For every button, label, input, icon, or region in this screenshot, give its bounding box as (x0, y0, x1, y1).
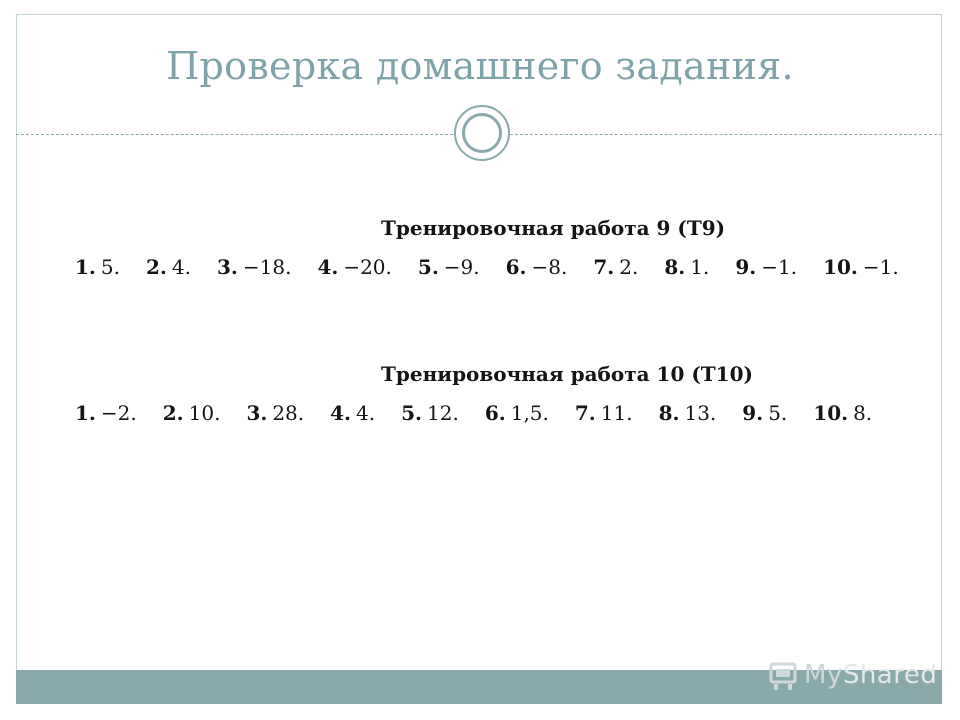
answer-item (742, 401, 787, 425)
answer-value: 4. (171, 255, 191, 279)
answer-value: 5. (100, 255, 120, 279)
answer-item (75, 255, 120, 279)
answer-value: 1,5. (510, 401, 549, 425)
answer-value: 10. (188, 401, 221, 425)
section-heading-t10: Тренировочная работа 10 (Т10) (381, 362, 753, 386)
answer-item (664, 255, 709, 279)
section-heading-t9: Тренировочная работа 9 (Т9) (381, 216, 726, 240)
answer-value: −1. (862, 255, 899, 279)
answer-item (146, 255, 191, 279)
answer-item (401, 401, 459, 425)
answer-number: 1. (75, 401, 96, 425)
answer-item (163, 401, 221, 425)
myshared-watermark (768, 655, 937, 695)
answer-value: 11. (600, 401, 633, 425)
answer-number: 5. (417, 255, 439, 279)
answer-number: 4. (330, 401, 352, 425)
answer-value: −20. (343, 255, 392, 279)
answer-item (593, 255, 638, 279)
answer-value: −8. (531, 255, 568, 279)
answer-number: 4. (317, 255, 339, 279)
answer-number: 7. (593, 255, 615, 279)
answer-number: 8. (658, 401, 680, 425)
answer-item (485, 401, 549, 425)
answer-item (659, 401, 717, 425)
answer-value: 28. (272, 401, 305, 425)
answer-number: 9. (735, 255, 757, 279)
answer-item (575, 401, 633, 425)
answer-number: 8. (664, 255, 686, 279)
watermark-text-my: My (804, 660, 843, 690)
answer-item (330, 401, 375, 425)
answer-item (506, 255, 568, 279)
watermark-text-shared: Shared (842, 660, 938, 690)
answer-value: −9. (443, 255, 480, 279)
answer-item (735, 255, 797, 279)
answer-item (418, 255, 480, 279)
answer-item (75, 401, 137, 425)
answers-row-t9 (75, 255, 899, 279)
myshared-logo-icon (768, 658, 798, 692)
answers-row-t10 (75, 401, 872, 425)
answer-number: 7. (574, 401, 596, 425)
answer-item (823, 255, 899, 279)
answer-item (317, 255, 391, 279)
divider-ring-ornament (454, 105, 510, 161)
answer-number: 10. (813, 401, 849, 425)
answer-value: 5. (768, 401, 788, 425)
answer-item (246, 401, 304, 425)
answer-number: 3. (246, 401, 268, 425)
answer-value: 8. (853, 401, 873, 425)
answer-number: 6. (505, 255, 527, 279)
answer-number: 2. (145, 255, 167, 279)
answer-value: 12. (427, 401, 459, 425)
answer-number: 6. (484, 401, 506, 425)
slide-title: Проверка домашнего задания. (166, 44, 794, 88)
answer-number: 2. (162, 401, 184, 425)
answer-number: 5. (401, 401, 423, 425)
answer-value: 2. (619, 255, 639, 279)
answer-value: −2. (100, 401, 137, 425)
answer-value: 1. (690, 255, 710, 279)
answer-number: 3. (216, 255, 238, 279)
answer-number: 1. (75, 255, 96, 279)
answer-value: −1. (761, 255, 798, 279)
answer-value: 4. (356, 401, 376, 425)
answer-value: −18. (242, 255, 292, 279)
answer-value: 13. (684, 401, 717, 425)
answer-item (217, 255, 291, 279)
answer-number: 10. (823, 255, 858, 279)
answer-number: 9. (742, 401, 764, 425)
answer-item (813, 401, 872, 425)
